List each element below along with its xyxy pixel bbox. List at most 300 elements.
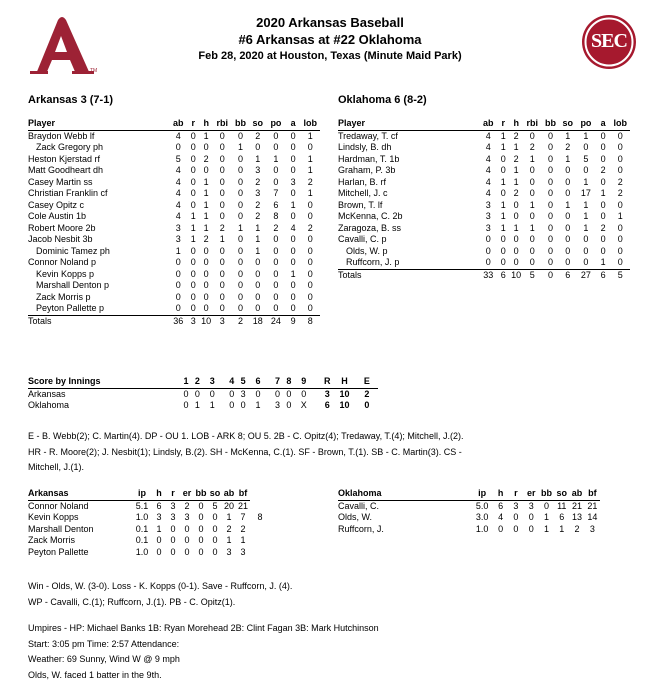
stat-cell: 0 [548,130,554,141]
rhe-header: R [311,376,333,388]
stat-cell: 21 [237,500,248,511]
pitcher-row [338,512,600,524]
stat-cell: 1 [219,234,225,244]
innings-team-row [28,388,378,400]
stat-cell: 0 [170,303,187,315]
inning-score: 0 [301,388,307,399]
stat-cell: 2 [307,176,313,187]
rhe-value: 3 [324,388,330,399]
stat-cell: 0 [513,245,519,256]
pitcher-name: Connor Noland [28,500,89,511]
stat-cell: 0 [543,500,549,511]
stat-cell: 0 [273,176,279,187]
stat-cell: 0 [238,211,244,221]
stat-cell: 0 [583,142,589,152]
batter-row [338,154,630,166]
stat-cell: 0 [500,153,506,164]
pitcher-row [28,500,270,512]
stat-cell: 0 [290,130,296,141]
stat-cell: 2 [203,153,209,164]
stat-cell: 17 [580,188,591,198]
stat-cell: 0 [290,257,296,267]
pitching-team-title: Arkansas [28,488,132,500]
stat-cell: 0.1 [135,523,149,534]
player-name: Casey Martin ss [28,176,93,187]
stat-cell: 8 [257,512,263,522]
game-notes [28,429,463,476]
stat-cell: 1 [513,165,519,175]
note-line: HR - R. Moore(2); J. Nesbit(1); Lindsly, B.(2). SH - McKenna, C.(1). SF - Brown, T.(1). SB - C. Martin(3). CS - [28,446,462,457]
column-header: ab [223,488,235,498]
stat-cell: 0 [190,291,196,302]
stat-cell: 0 [219,153,225,164]
player-name: Robert Moore 2b [28,222,96,233]
stat-cell: 0 [513,512,519,522]
batter-row [28,292,320,304]
inning-header: 6 [251,376,266,388]
column-header: ip [471,488,493,500]
player-name: Graham, P. 3b [338,165,396,175]
stat-cell: 1 [543,512,549,522]
stat-cell: 1 [600,188,606,198]
stat-cell: 0 [500,234,506,244]
inning-score: 0 [286,400,292,410]
pitcher-name: Cavalli, C. [338,500,380,511]
stat-cell: 1 [500,176,506,187]
stat-cell: 0 [600,176,606,187]
stat-cell: 0 [203,142,209,152]
stat-cell: 0 [212,535,218,545]
trademark-mark: TM [90,68,98,74]
total-cell: 24 [270,315,281,326]
stat-cell: 8 [273,211,279,221]
stat-cell: 1 [500,222,506,233]
stat-cell: 0 [238,280,244,290]
column-header: h [200,118,213,130]
stat-cell: 1 [529,199,535,210]
batting-header-row [338,118,630,130]
rhe-header: H [333,376,355,388]
stat-cell: 4 [498,512,504,522]
batter-row [338,211,630,223]
stat-cell: 0 [600,211,606,221]
column-header: a [286,118,301,130]
score-by-innings-table [28,376,378,412]
total-cell: 10 [511,269,522,280]
total-cell: 33 [483,269,494,280]
inning-score: 1 [194,400,200,410]
stat-cell: 0 [583,245,589,256]
batter-row [28,269,320,281]
stat-cell: 0 [273,245,279,256]
stat-cell: 2 [565,142,571,152]
stat-cell: 0 [273,165,279,175]
pitching-header-row [28,488,270,500]
stat-cell: 0 [301,303,320,315]
stat-cell: 0 [213,303,232,315]
stat-cell: 0 [617,234,623,244]
stat-cell: 5 [212,500,218,511]
stat-cell: 0 [273,268,279,279]
stat-cell: 0 [290,165,296,175]
stat-cell: 3 [175,222,181,233]
column-header: ab [480,118,497,130]
stat-cell: 4 [175,130,181,141]
stat-cell: 1 [513,142,519,152]
stat-cell: 0 [238,153,244,164]
total-cell: 2 [238,315,244,326]
total-cell: 3 [219,315,225,326]
stat-cell: 0 [156,535,162,545]
batter-row [28,303,320,315]
batter-row [28,280,320,292]
stat-cell: 1 [226,535,232,545]
stat-cell: 1 [529,222,535,233]
stat-cell: 0 [290,153,296,164]
batter-row [338,130,630,142]
stat-cell: 0 [565,234,571,244]
stat-cell: 1 [559,523,565,534]
player-name: Jacob Nesbit 3b [28,234,93,244]
player-name: Harlan, B. rf [338,176,387,187]
player-name: Braydon Webb lf [28,130,95,141]
stat-cell: 0 [219,130,225,141]
inning-score: 0 [229,400,235,410]
stat-cell: 1 [565,199,571,210]
stat-cell: 4 [485,165,491,175]
total-cell: 6 [600,269,606,280]
stat-cell: 1 [307,153,313,164]
decision-line: Win - Olds, W. (3-0). Loss - K. Kopps (0-1). Save - Ruffcorn, J. (4). [28,581,293,591]
stat-cell: 0 [238,199,244,210]
pitcher-row [338,524,600,536]
pitcher-name: Zack Morris [28,535,75,545]
stat-cell: 0 [255,280,261,290]
total-cell: 5 [617,269,623,280]
stat-cell: 0 [273,142,279,152]
stat-cell: 0 [238,234,244,244]
total-cell: 9 [290,315,296,326]
rhe-header: E [356,376,378,388]
total-cell: 8 [307,315,313,326]
stat-cell: 1 [190,222,196,233]
stat-cell: 3 [589,523,595,534]
stat-cell: 1 [583,176,589,187]
innings-header-row [28,376,378,388]
stat-cell: 1 [273,153,279,164]
decisions [28,579,292,610]
column-header: bb [539,488,554,500]
stat-cell: 0 [190,188,196,198]
stat-cell: 0 [255,142,261,152]
stat-cell: 5 [583,153,589,164]
stat-cell: 0 [190,280,196,290]
batter-row [338,188,630,200]
stat-cell: 0 [290,291,296,302]
column-header: rbi [213,118,232,130]
stat-cell: 1 [238,222,244,233]
player-name: Cole Austin 1b [28,211,87,221]
inning-header: 9 [296,376,311,388]
player-name: Hardman, T. 1b [338,153,400,164]
stat-cell: 1 [500,199,506,210]
stat-cell: 21 [572,500,583,511]
stat-cell: 0 [600,153,606,164]
stat-cell: 7 [240,512,246,522]
column-header: bf [236,488,250,500]
stat-cell: 0 [198,546,204,557]
stat-cell: 4 [175,211,181,221]
column-header: po [266,118,285,130]
stat-cell: 0 [617,153,623,164]
stat-cell: 0 [617,199,623,210]
inning-header: 7 [265,376,281,388]
stat-cell: 0 [617,142,623,152]
stat-cell: 0 [255,257,261,267]
batter-row [338,223,630,235]
pitcher-row [28,512,270,524]
stat-cell: 1 [565,153,571,164]
inning-score: 3 [274,400,280,410]
player-name: Ruffcorn, J. p [338,257,480,269]
stat-cell: 3 [175,234,181,244]
stat-cell: 0 [548,176,554,187]
stat-cell: 2 [240,523,246,534]
stat-cell: 1 [583,199,589,210]
stat-cell: 1 [190,234,196,244]
game-date-location: Feb 28, 2020 at Houston, Texas (Minute Maid Park) [198,50,462,62]
batter-row [28,154,320,166]
total-cell: 0 [548,269,554,280]
stat-cell: 1 [290,199,296,210]
batter-row [28,130,320,142]
stat-cell: 0 [219,268,225,279]
stat-cell: 3 [528,500,534,511]
stat-cell: 0 [307,268,313,279]
stat-cell: 0 [600,199,606,210]
inning-header: 5 [236,376,251,388]
stat-cell: 0 [307,211,313,221]
batter-row [338,257,630,269]
player-name: Zaragoza, B. ss [338,222,402,233]
stat-cell: 7 [273,188,279,198]
stat-cell: 3 [226,546,232,557]
stat-cell: 0 [198,500,204,511]
stat-cell: 0 [203,280,209,290]
stat-cell: 0 [528,523,534,534]
player-name: Kevin Kopps p [36,268,95,279]
stat-cell: 0 [286,303,301,315]
stat-cell: 0 [485,245,491,256]
stat-cell: 0.1 [135,535,149,545]
stat-cell: 0 [219,245,225,256]
stat-cell: 0 [232,303,249,315]
stat-cell: 0 [190,165,196,175]
inning-score: 0 [274,388,280,399]
stat-cell: 0 [600,130,606,141]
stat-cell: 0 [600,234,606,244]
column-header: r [508,488,523,500]
pitcher-row [28,547,270,559]
stat-cell: 0 [307,245,313,256]
stat-cell: 0 [290,211,296,221]
stat-cell: 0 [212,523,218,534]
stat-cell: 1 [240,535,246,545]
player-name: Cavalli, C. p [338,234,387,244]
stat-cell: 1 [203,199,209,210]
inning-score: 0 [286,388,292,399]
stat-cell: 0 [238,188,244,198]
note-line: E - B. Webb(2); C. Martin(4). DP - OU 1. LOB - ARK 8; OU 5. 2B - C. Opitz(4); Tredaway, T.(4); Mitchell, J.(2). [28,431,464,441]
stat-cell: 0 [273,291,279,302]
stat-cell: 0 [190,176,196,187]
stat-cell: 0 [190,257,196,267]
column-header: so [209,488,221,498]
stat-cell: 0 [175,268,181,279]
column-header: Player [28,118,170,130]
stat-cell: 3 [513,500,519,511]
column-header: h [510,118,523,130]
column-header: er [524,488,539,500]
column-header: rbi [523,118,542,130]
stat-cell: 0 [190,153,196,164]
column-header: ab [170,118,187,130]
stat-cell: 0 [513,234,519,244]
stat-cell: 2 [600,222,606,233]
stat-cell: 1 [500,130,506,141]
away-pitching-table [28,488,270,558]
player-name: Zack Morris p [36,291,91,302]
stat-cell: 0 [238,257,244,267]
batter-row [28,246,320,258]
column-header: r [187,118,200,130]
total-cell: 27 [580,269,591,280]
stat-cell: 0 [219,211,225,221]
stat-cell: 1 [175,245,181,256]
batter-row [338,165,630,177]
inning-score: 0 [183,388,189,399]
stat-cell: 2 [203,234,209,244]
stat-cell: 2 [273,222,279,233]
inning-score: 0 [209,388,215,399]
stat-cell: 0 [203,245,209,256]
stat-cell: 1 [500,142,506,152]
stat-cell: 2 [513,153,519,164]
inning-score: 1 [255,400,261,410]
stat-cell: 0 [542,257,559,269]
stat-cell: 1 [307,130,313,141]
stat-cell: 0 [219,280,225,290]
stat-cell: 0 [529,165,535,175]
stat-cell: 0 [307,234,313,244]
stat-cell: 0 [548,142,554,152]
stat-cell: 0 [184,523,190,534]
stat-cell: 0 [238,130,244,141]
stat-cell: 0 [273,257,279,267]
stat-cell: 0 [500,245,506,256]
innings-title: Score by Innings [28,376,174,388]
stat-cell: 1 [203,188,209,198]
sec-logo-text: SEC [591,30,627,52]
stat-cell: 0 [529,130,535,141]
stat-cell: 0 [219,165,225,175]
stat-cell: 6 [273,199,279,210]
stat-cell: 4 [175,199,181,210]
stat-cell: 0 [290,142,296,152]
stat-cell: 2 [255,199,261,210]
stat-cell: 0 [203,165,209,175]
stat-cell: 4 [175,165,181,175]
stat-cell: 1 [203,222,209,233]
stat-cell: 0 [175,280,181,290]
stat-cell: 0 [548,199,554,210]
total-cell: 3 [190,315,196,326]
decision-line: WP - Cavalli, C.(1); Ruffcorn, J.(1). PB - C. Opitz(1). [28,596,236,607]
innings-team: Arkansas [28,388,66,399]
stat-cell: 20 [223,500,234,511]
stat-cell: 3 [485,222,491,233]
stat-cell: 0 [548,234,554,244]
column-header: a [596,118,611,130]
batter-row [338,246,630,258]
inning-score: 0 [255,388,261,399]
column-header: ab [569,488,584,500]
batter-row [28,234,320,246]
stat-cell: 4 [485,130,491,141]
stat-cell: 3 [290,176,296,187]
stat-cell: 0 [500,188,506,198]
stat-cell: 4 [175,188,181,198]
stat-cell: 0 [498,523,504,534]
stat-cell: 0 [170,535,176,545]
player-name: Zack Gregory ph [36,142,104,152]
stat-cell: 0 [559,257,576,269]
stat-cell: 0 [617,222,623,233]
stat-cell: 1.0 [475,523,489,534]
total-cell: 6 [565,269,571,280]
stat-cell: 1 [203,130,209,141]
page-header [0,14,660,64]
batter-row [338,200,630,212]
stat-cell: 0 [203,257,209,267]
rhe-value: 2 [364,388,370,399]
stat-cell: 1 [190,211,196,221]
total-cell: 10 [201,315,212,326]
column-header: er [180,488,194,500]
stat-cell: 6 [559,512,565,522]
batter-row [28,177,320,189]
stat-cell: 2 [219,222,225,233]
stat-cell: 1 [596,257,611,269]
stat-cell: 4 [485,153,491,164]
stat-cell: 0 [497,257,510,269]
stat-cell: 0 [219,199,225,210]
pitcher-name: Peyton Pallette [28,546,89,557]
stat-cell: 1 [500,211,506,221]
stat-cell: 1 [203,176,209,187]
stat-cell: 0 [219,257,225,267]
stat-cell: 3 [170,500,176,511]
stat-cell: 2 [617,176,623,187]
stat-cell: 2 [226,523,232,534]
stat-cell: 0 [290,188,296,198]
stat-cell: 0 [190,130,196,141]
stat-cell: 0 [500,165,506,175]
stat-cell: 0 [249,303,266,315]
stat-cell: 0 [170,523,176,534]
stat-cell: 0 [198,535,204,545]
stat-cell: 0 [548,165,554,175]
